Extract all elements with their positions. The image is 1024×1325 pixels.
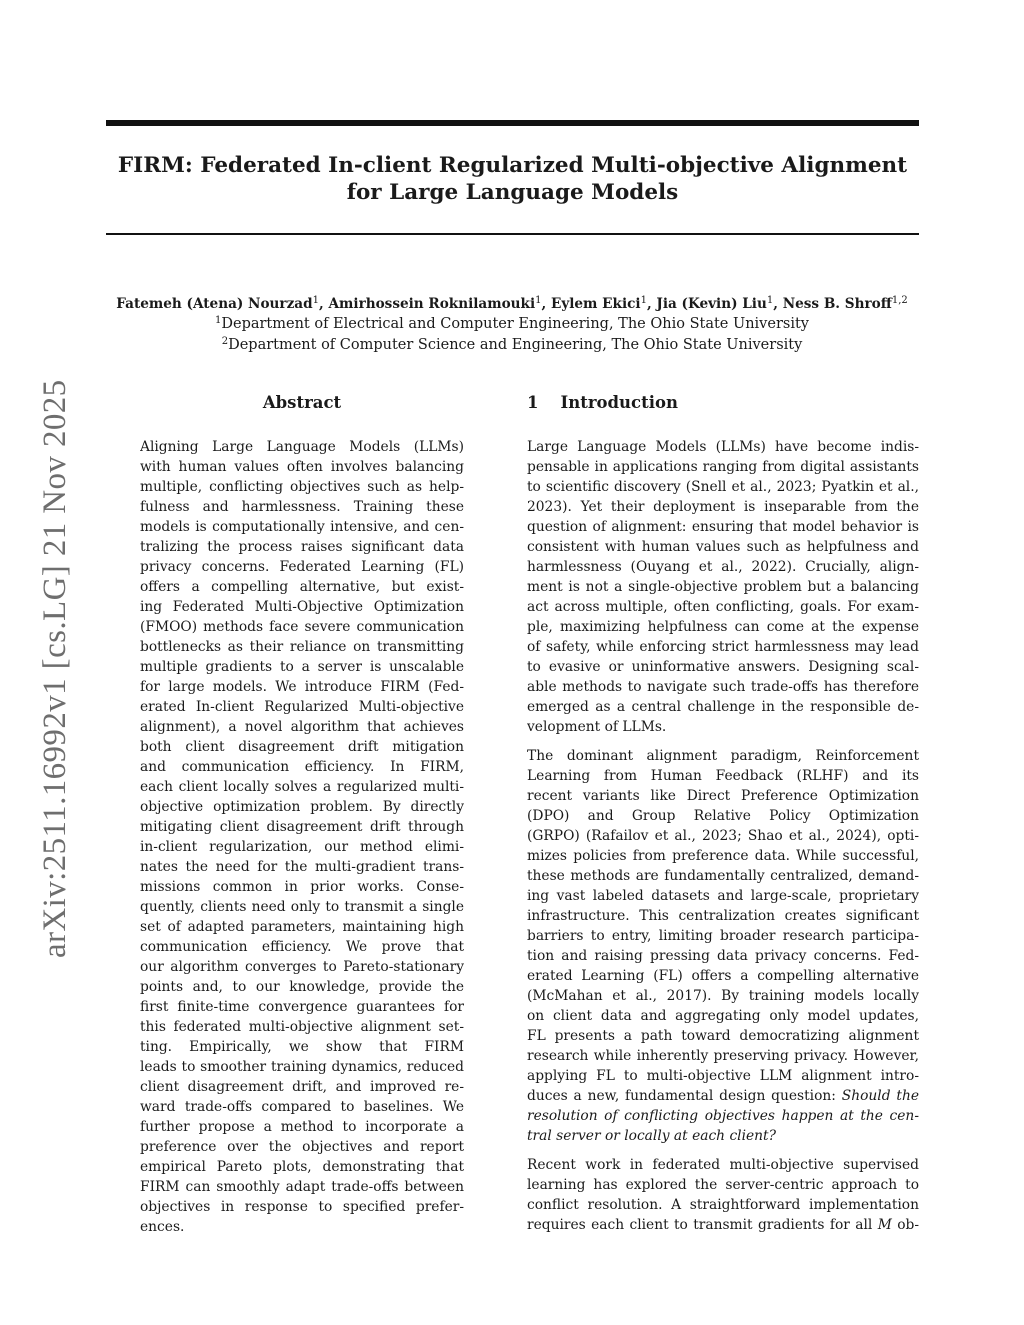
author-separator: , [773, 296, 783, 312]
text-line: emerged as a central challenge in the responsible de- [527, 699, 919, 715]
text-line [527, 1215, 919, 1235]
text-line: objectives in response to specified prefer- [140, 1199, 464, 1215]
text-line: FIRM can smoothly adapt trade-offs between [140, 1179, 464, 1195]
text-line: models is computationally intensive, and cen- [140, 519, 464, 535]
text-line: mitigating client disagreement drift through [140, 819, 464, 835]
paragraph-gap [527, 737, 919, 746]
abstract-heading: Abstract [262, 393, 342, 412]
text-line: these methods are fundamentally centralized, demand- [527, 868, 919, 884]
title-bottom-rule [106, 233, 919, 235]
text-line: multiple, conflicting objectives such as help- [140, 479, 464, 495]
text-line: this federated multi-objective alignment set- [140, 1019, 464, 1035]
paper-title [106, 152, 919, 206]
text-line: Aligning Large Language Models (LLMs) [140, 439, 464, 455]
question-line: resolution of conflicting objectives happen at the cen- [527, 1108, 919, 1124]
text-line: ment is not a single-objective problem but a balancing [527, 579, 919, 595]
question-line: tral server or locally at each client? [527, 1128, 776, 1144]
text-line: offers a compelling alternative, but exist- [140, 579, 464, 595]
author-affiliation-mark: 1,2 [891, 295, 908, 306]
text-line: each client locally solves a regularized multi- [140, 779, 464, 795]
text-line: and communication efficiency. In FIRM, [140, 759, 464, 775]
text-line: preference over the objectives and report [140, 1139, 464, 1155]
text-line: ing Federated Multi-Objective Optimization [140, 599, 464, 615]
text-line: velopment of LLMs. [527, 719, 667, 735]
text-line: empirical Pareto plots, demonstrating that [140, 1159, 464, 1175]
author-affiliation-mark: 1 [312, 295, 319, 306]
text-line: learning has explored the server-centric approach to [527, 1177, 919, 1193]
math-variable: M [877, 1217, 892, 1233]
text-line: multiple gradients to a server is unscalable [140, 659, 464, 675]
text-span: requires each client to transmit gradients for all [527, 1217, 878, 1233]
text-line: on client data and aggregating only model updates, [527, 1008, 919, 1024]
author-affiliation-mark: 1 [535, 295, 542, 306]
author-name: Amirhossein Roknilamouki [328, 296, 536, 312]
text-line: missions common in prior works. Conse- [140, 879, 464, 895]
text-line: to evasive or uninformative answers. Designing scal- [527, 659, 919, 675]
text-line: FL presents a path toward democratizing alignment [527, 1028, 919, 1044]
text-line: The dominant alignment paradigm, Reinforcement [527, 748, 919, 764]
affiliation-1 [20, 316, 1004, 332]
text-line: research while inherently preserving privacy. However, [527, 1048, 919, 1064]
paragraph [527, 1155, 919, 1235]
text-line: further propose a method to incorporate a [140, 1119, 464, 1135]
paragraph-gap [527, 1146, 919, 1155]
introduction-body [527, 437, 919, 1235]
text-line: recent variants like Direct Preference Optimization [527, 788, 919, 804]
text-line: act across multiple, often conflicting, goals. For exam- [527, 599, 919, 615]
text-line: able methods to navigate such trade-offs has therefore [527, 679, 919, 695]
text-line: (FMOO) methods face severe communication [140, 619, 464, 635]
affiliation-mark: 1 [214, 315, 222, 326]
text-line: conflict resolution. A straightforward implementation [527, 1197, 919, 1213]
text-line: leads to smoother training dynamics, reduced [140, 1059, 464, 1075]
author-list [20, 296, 1004, 312]
author-name: Fatemeh (Atena) Nourzad [116, 296, 313, 312]
text-line: Recent work in federated multi-objective supervised [527, 1157, 919, 1173]
paragraph [527, 746, 919, 1146]
text-line: points and, to our knowledge, provide the [140, 979, 464, 995]
text-line: mizes policies from preference data. While successful, [527, 848, 919, 864]
text-line: with human values often involves balancing [140, 459, 464, 475]
text-line: nates the need for the multi-gradient trans- [140, 859, 464, 875]
text-line: both client disagreement drift mitigation [140, 739, 464, 755]
text-line: alignment), a novel algorithm that achieves [140, 719, 464, 735]
text-line: tion and raising pressing data privacy concerns. Fed- [527, 948, 919, 964]
author-name: Eylem Ekici [550, 296, 641, 312]
affiliation-mark: 2 [221, 336, 229, 347]
author-name: Jia (Kevin) Liu [656, 296, 767, 312]
author-name: Ness B. Shroff [782, 296, 892, 312]
text-line: (DPO) and Group Relative Policy Optimization [527, 808, 919, 824]
text-line [527, 1086, 919, 1106]
text-line: objective optimization problem. By directly [140, 799, 464, 815]
author-separator: , [541, 296, 551, 312]
text-line: barriers to entry, limiting broader research participa- [527, 928, 919, 944]
section-heading-introduction [527, 393, 678, 412]
text-line: tralizing the process raises significant data [140, 539, 464, 555]
text-line: consistent with human values such as helpfulness and [527, 539, 919, 555]
text-span: ob- [891, 1217, 919, 1233]
text-span: duces a new, fundamental design question: [527, 1088, 842, 1104]
text-line: first finite-time convergence guarantees for [140, 999, 464, 1015]
text-line: in-client regularization, our method elimi- [140, 839, 464, 855]
section-number: 1 [527, 393, 539, 412]
text-line: harmlessness (Ouyang et al., 2022). Crucially, align- [527, 559, 919, 575]
title-top-rule [106, 120, 919, 126]
section-title: Introduction [560, 393, 678, 412]
paragraph [527, 437, 919, 737]
text-line: question of alignment: ensuring that model behavior is [527, 519, 919, 535]
text-line: set of adapted parameters, maintaining high [140, 919, 464, 935]
text-line: our algorithm converges to Pareto-stationary [140, 959, 464, 975]
author-separator: , [646, 296, 657, 312]
abstract-body [140, 437, 464, 1237]
text-line: of safety, while enforcing strict harmlessness may lead [527, 639, 919, 655]
author-affiliation-mark: 1 [766, 295, 774, 306]
text-line: Large Language Models (LLMs) have become indis- [527, 439, 919, 455]
text-line: 2023). Yet their deployment is inseparable from the [527, 499, 919, 515]
question-start: Should the [841, 1088, 919, 1104]
text-line: erated In-client Regularized Multi-objective [140, 699, 464, 715]
text-line: (McMahan et al., 2017). By training models locally [527, 988, 919, 1004]
text-line: (GRPO) (Rafailov et al., 2023; Shao et al., 2024), opti- [527, 828, 919, 844]
text-line: quently, clients need only to transmit a single [140, 899, 464, 915]
text-line: for large models. We introduce FIRM (Fed- [140, 679, 464, 695]
arxiv-identifier: arXiv:2511.16992v1 [cs.LG] 21 Nov 2025 [37, 379, 73, 958]
text-line: applying FL to multi-objective LLM alignment intro- [527, 1068, 919, 1084]
text-line: privacy concerns. Federated Learning (FL) [140, 559, 464, 575]
text-line: client disagreement drift, and improved re- [140, 1079, 464, 1095]
text-line: to scientific discovery (Snell et al., 2023; Pyatkin et al., [527, 479, 919, 495]
affiliation-text: Department of Computer Science and Engineering, The Ohio State University [228, 337, 803, 353]
text-line: ting. Empirically, we show that FIRM [140, 1039, 464, 1055]
text-line: Learning from Human Feedback (RLHF) and its [527, 768, 919, 784]
text-line: ward trade-offs compared to baselines. We [140, 1099, 464, 1115]
text-line: communication efficiency. We prove that [140, 939, 464, 955]
affiliation-text: Department of Electrical and Computer Engineering, The Ohio State University [221, 316, 809, 332]
text-line: infrastructure. This centralization creates significant [527, 908, 919, 924]
text-line: pensable in applications ranging from digital assistants [527, 459, 919, 475]
text-line: ences. [140, 1219, 185, 1235]
text-line: bottlenecks as their reliance on transmitting [140, 639, 464, 655]
title-line-1: FIRM: Federated In-client Regularized Multi-objective Alignment [117, 153, 908, 178]
text-line: fulness and harmlessness. Training these [140, 499, 464, 515]
text-line: ing vast labeled datasets and large-scale, proprietary [527, 888, 919, 904]
author-separator: , [319, 296, 329, 312]
author-affiliation-mark: 1 [640, 295, 647, 306]
title-line-2: for Large Language Models [346, 180, 679, 205]
text-line: ple, maximizing helpfulness can come at the expense [527, 619, 919, 635]
affiliation-2 [20, 337, 1004, 353]
text-line: erated Learning (FL) offers a compelling alternative [527, 968, 919, 984]
